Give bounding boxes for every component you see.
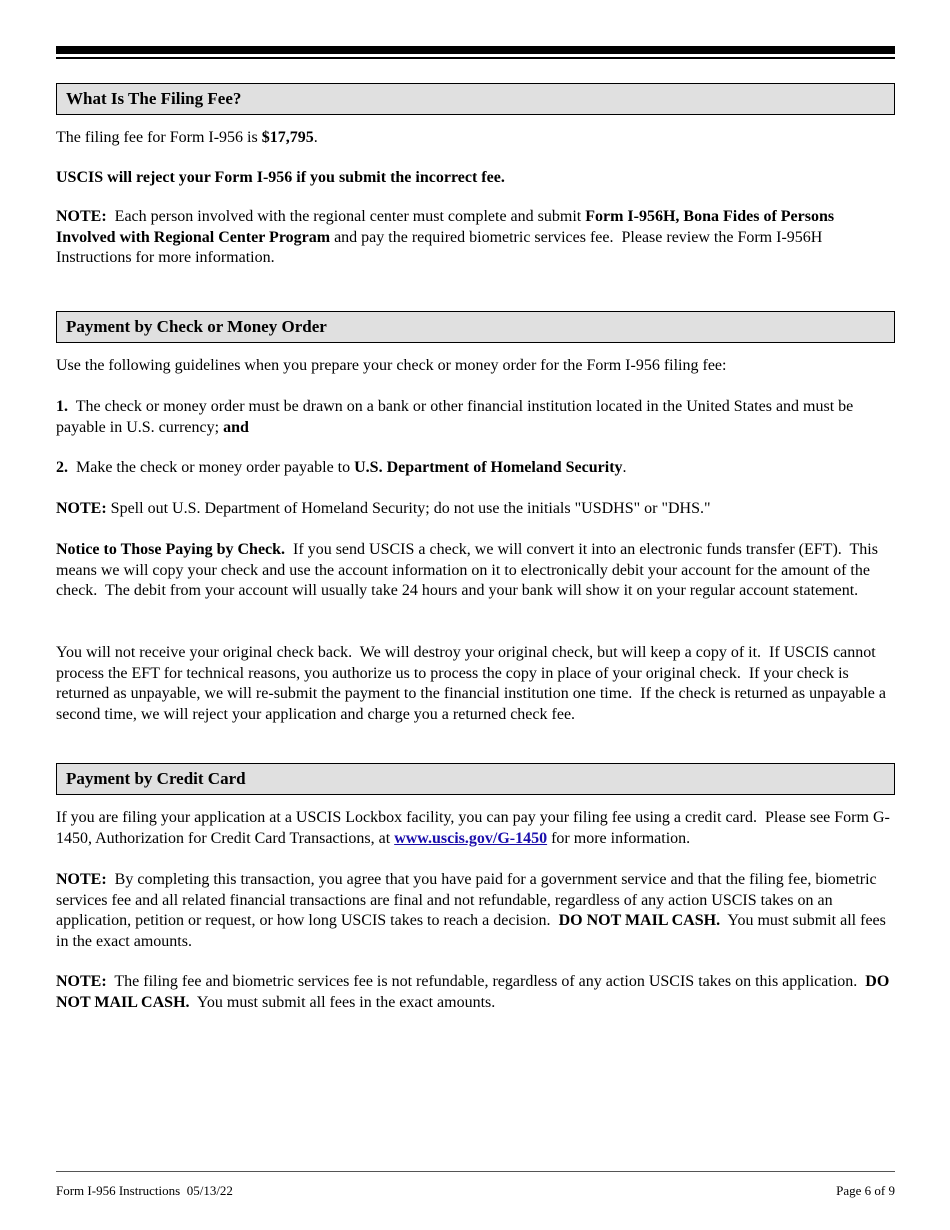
- document-page: [56, 0, 895, 1230]
- section-title-credit-card: Payment by Credit Card: [66, 769, 246, 788]
- filing-fee-note: NOTE: Each person involved with the regional center must complete and submit Form I-956H, Bona Fides of Persons Involved with Regional Center Program and pay the required biometric services fee. Please review the Form I-956H Instructions for more information.: [56, 208, 835, 266]
- section-header-filing-fee: [56, 83, 895, 115]
- section-title-check-payment: Payment by Check or Money Order: [66, 317, 327, 336]
- check-note: NOTE: Spell out U.S. Department of Homeland Security; do not use the initials "USDHS" or "DHS.": [56, 500, 711, 517]
- top-thin-rule: [56, 57, 895, 59]
- credit-card-intro: If you are filing your application at a USCIS Lockbox facility, you can pay your filing fee using a credit card. Please see Form G-1450, Authorization for Credit Card Transactions, at www.uscis.gov/G-1450 for more information.: [56, 809, 890, 847]
- guideline-item-2: 2. Make the check or money order payable to U.S. Department of Homeland Security.: [56, 459, 627, 476]
- footer-page-number: Page 6 of 9: [836, 1183, 895, 1198]
- fee-amount-paragraph: The filing fee for Form I-956 is $17,795.: [56, 129, 318, 146]
- section-title-filing-fee: What Is The Filing Fee?: [66, 89, 242, 108]
- guideline-item-1: 1. The check or money order must be drawn on a bank or other financial institution located in the United States and must be payable in U.S. currency; and: [56, 398, 858, 436]
- check-return-paragraph: You will not receive your original check back. We will destroy your original check, but will keep a copy of it. If USCIS cannot process the EFT for technical reasons, you authorize us to process the copy in place of your original check. If your check is returned as unpayable, we will re-submit the payment to the financial institution one time. If the check is returned as unpayable a second time, we will reject your application and charge you a returned check fee.: [56, 644, 890, 723]
- top-thick-rule: [56, 46, 895, 54]
- section-header-credit-card: [56, 763, 895, 795]
- fee-amount: $17,795: [261, 129, 314, 146]
- check-intro: Use the following guidelines when you prepare your check or money order for the Form I-956 filing fee:: [56, 357, 727, 374]
- footer-rule: [56, 1171, 895, 1172]
- footer-form-info: Form I-956 Instructions 05/13/22: [56, 1183, 233, 1198]
- reject-warning: USCIS will reject your Form I-956 if you submit the incorrect fee.: [56, 169, 505, 186]
- section-header-check-payment: [56, 311, 895, 343]
- credit-card-note-1: NOTE: By completing this transaction, you agree that you have paid for a government service and that the filing fee, biometric services fee and all related financial transactions are final and not refundable, regardless of any action USCIS takes on an application, petition or request, or how long USCIS takes to reach a decision. DO NOT MAIL CASH. You must submit all fees in the exact amounts.: [56, 871, 890, 950]
- check-notice: Notice to Those Paying by Check. If you send USCIS a check, we will convert it into an electronic funds transfer (EFT). This means we will copy your check and use the account information on it to electronically debit your account for the amount of the check. The debit from your account will usually take 24 hours and your bank will show it on your regular account statement.: [56, 541, 882, 599]
- g1450-link[interactable]: www.uscis.gov/G-1450: [394, 829, 548, 847]
- credit-card-note-2: NOTE: The filing fee and biometric services fee is not refundable, regardless of any action USCIS takes on this application. DO NOT MAIL CASH. You must submit all fees in the exact amounts.: [56, 973, 890, 1011]
